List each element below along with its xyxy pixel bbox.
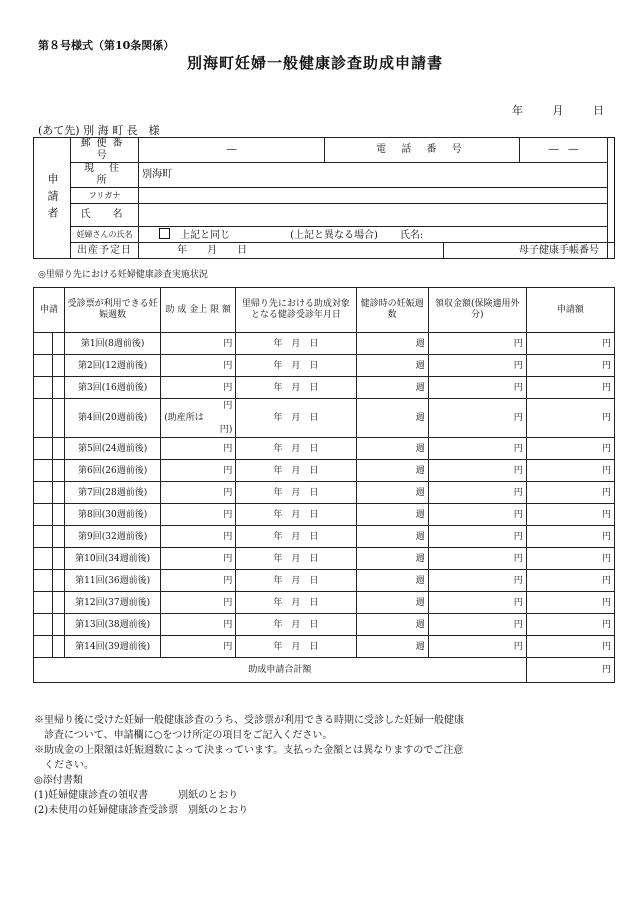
handbook-field[interactable] [608,243,615,259]
exam-table [33,287,615,683]
apply-check-cell[interactable] [53,333,65,355]
ticket-label: 第7回(28週前後) [65,482,161,504]
apply-cell[interactable] [34,592,53,614]
form-number: 第８号様式（第10条関係） [38,39,175,52]
ticket-label: 第1回(8週前後) [65,333,161,355]
week-cell[interactable]: 週 [356,377,428,399]
ticket-label: 第12回(37週前後) [65,592,161,614]
note-line: 診査について、申請欄に○をつけ所定の項目をご記入ください。 [34,730,333,741]
amount-cell[interactable]: 円 [526,548,614,570]
ticket-label: 第3回(16週前後) [65,377,161,399]
week-cell[interactable]: 週 [356,570,428,592]
receipt-cell[interactable]: 円 [428,399,526,438]
handbook-label: 母子健康手帳番号 [444,243,608,259]
total-label: 助成申請合計額 [34,658,527,683]
receipt-cell[interactable]: 円 [428,438,526,460]
amount-cell[interactable]: 円 [526,614,614,636]
exam-row [34,570,615,592]
receipt-cell[interactable]: 円 [428,636,526,658]
week-cell[interactable]: 週 [356,482,428,504]
addressee: (あて先) 別 海 町 長 様 [38,124,160,137]
date-cell[interactable]: 年 月 日 [236,636,356,658]
date-cell[interactable]: 年 月 日 [236,438,356,460]
date-cell[interactable]: 年 月 日 [236,592,356,614]
name-colon-label: 氏名: [399,229,424,241]
amount-cell[interactable]: 円 [526,636,614,658]
apply-check-cell[interactable] [53,614,65,636]
pregnant-name-row [139,227,608,243]
date-cell[interactable]: 年 月 日 [236,399,356,438]
header-week: 健診時の妊娠週数 [356,288,428,333]
note-line: (2)未使用の妊婦健康診査受診票 別紙のとおり [34,805,249,816]
limit-cell: 円 [161,438,236,460]
apply-cell[interactable] [34,570,53,592]
receipt-cell[interactable]: 円 [428,460,526,482]
apply-cell[interactable] [34,377,53,399]
apply-cell[interactable] [34,355,53,377]
note-line: ◎添付書類 [34,775,83,786]
date-cell[interactable]: 年 月 日 [236,526,356,548]
exam-row [34,438,615,460]
apply-check-cell[interactable] [53,460,65,482]
due-date-label: 出産予定日 [71,243,139,259]
phone-label: 電 話 番 号 [324,138,519,163]
amount-cell[interactable]: 円 [526,504,614,526]
exam-section-title: ◎里帰り先における妊婦健康診査実施状況 [38,270,208,280]
apply-cell[interactable] [34,526,53,548]
limit-cell: 円 [161,592,236,614]
amount-cell[interactable]: 円 [526,333,614,355]
date-line[interactable]: 年 月 日 [512,104,604,117]
amount-cell[interactable]: 円 [526,399,614,438]
apply-cell[interactable] [34,438,53,460]
week-cell[interactable]: 週 [356,592,428,614]
furigana-field[interactable] [139,188,608,204]
ticket-label: 第14回(39週前後) [65,636,161,658]
receipt-cell[interactable]: 円 [428,592,526,614]
phone-field[interactable]: ― ― [519,138,607,163]
ticket-label: 第9回(32週前後) [65,526,161,548]
limit-cell: 円 [161,614,236,636]
exam-row [34,548,615,570]
date-cell[interactable]: 年 月 日 [236,504,356,526]
receipt-cell[interactable]: 円 [428,377,526,399]
header-receipt: 領収金額(保険適用外分) [428,288,526,333]
date-cell[interactable]: 年 月 日 [236,355,356,377]
apply-check-cell[interactable] [53,548,65,570]
name-label: 氏 名 [71,204,139,227]
apply-cell[interactable] [34,482,53,504]
exam-row [34,377,615,399]
if-different-label: (上記と異なる場合) [290,229,378,241]
week-cell[interactable]: 週 [356,548,428,570]
week-cell[interactable]: 週 [356,504,428,526]
apply-cell[interactable] [34,399,53,438]
address-field[interactable]: 別海町 [139,163,608,188]
apply-check-cell[interactable] [53,355,65,377]
exam-row [34,592,615,614]
amount-cell[interactable]: 円 [526,377,614,399]
exam-row [34,526,615,548]
exam-row [34,504,615,526]
apply-cell[interactable] [34,504,53,526]
amount-cell[interactable]: 円 [526,482,614,504]
same-as-above-label: 上記と同じ [180,229,231,241]
header-amount: 申請額 [526,288,614,333]
ticket-label: 第8回(30週前後) [65,504,161,526]
ticket-label: 第11回(36週前後) [65,570,161,592]
note-line: ※助成金の上限額は妊娠週数によって決まっています。支払った金額とは異なりますのでご注意 [34,745,464,756]
limit-cell: 円 [161,570,236,592]
receipt-cell[interactable]: 円 [428,482,526,504]
apply-cell[interactable] [34,636,53,658]
date-cell[interactable]: 年 月 日 [236,570,356,592]
pregnant-name-label: 妊婦さんの氏名 [71,227,139,243]
ticket-label: 第2回(12週前後) [65,355,161,377]
ticket-label: 第10回(34週前後) [65,548,161,570]
date-cell[interactable]: 年 月 日 [236,614,356,636]
apply-cell[interactable] [34,333,53,355]
ticket-label: 第4回(20週前後) [65,399,161,438]
receipt-cell[interactable]: 円 [428,333,526,355]
week-cell[interactable]: 週 [356,460,428,482]
date-cell[interactable]: 年 月 日 [236,377,356,399]
amount-cell[interactable]: 円 [526,570,614,592]
apply-check-cell[interactable] [53,377,65,399]
exam-row [34,333,615,355]
page-title: 別海町妊婦一般健康診査助成申請書 [186,54,443,72]
apply-check-cell[interactable] [53,636,65,658]
header-limit: 助 成 金上 限 額 [161,288,236,333]
week-cell[interactable]: 週 [356,333,428,355]
receipt-cell[interactable]: 円 [428,614,526,636]
apply-check-cell[interactable] [53,570,65,592]
postal-field[interactable]: ― [139,138,325,163]
exam-row [34,614,615,636]
limit-cell: 円 [161,460,236,482]
apply-check-cell[interactable] [53,504,65,526]
date-cell[interactable]: 年 月 日 [236,333,356,355]
exam-row [34,636,615,658]
notes [34,713,464,818]
date-cell[interactable]: 年 月 日 [236,482,356,504]
limit-cell: 円 [161,377,236,399]
limit-cell: 円 [161,526,236,548]
apply-cell[interactable] [34,614,53,636]
name-field[interactable] [139,204,608,227]
apply-check-cell[interactable] [53,526,65,548]
apply-check-cell[interactable] [53,482,65,504]
ticket-label: 第6回(26週前後) [65,460,161,482]
ticket-label: 第13回(38週前後) [65,614,161,636]
limit-cell: 円 [161,636,236,658]
same-checkbox[interactable] [159,228,170,239]
midwife-note: (助産所は [164,413,204,423]
limit-cell: 円 [161,333,236,355]
postal-label: 郵便番号 [71,138,139,163]
receipt-cell[interactable]: 円 [428,355,526,377]
week-cell[interactable]: 週 [356,355,428,377]
week-cell[interactable]: 週 [356,614,428,636]
exam-row [34,355,615,377]
week-cell[interactable]: 週 [356,438,428,460]
limit-cell: 円 [161,548,236,570]
note-line: (1)妊婦健康診査の領収書 別紙のとおり [34,790,239,801]
week-cell[interactable]: 週 [356,399,428,438]
apply-check-cell[interactable] [53,399,65,438]
date-cell[interactable]: 年 月 日 [236,460,356,482]
header-apply: 申請 [34,288,65,333]
exam-row [34,399,615,438]
receipt-cell[interactable]: 円 [428,504,526,526]
limit-cell: 円 [161,504,236,526]
week-cell[interactable]: 週 [356,526,428,548]
limit-cell: 円 [161,482,236,504]
receipt-cell[interactable]: 円 [428,570,526,592]
header-ticket: 受診票が利用できる妊娠週数 [65,288,161,333]
ticket-label: 第5回(24週前後) [65,438,161,460]
due-date-field[interactable]: 年 月 日 [139,243,444,259]
week-cell[interactable]: 週 [356,636,428,658]
furigana-label: フリガナ [71,188,139,204]
limit-cell: 円 (助産所は 円) [161,399,236,438]
amount-cell[interactable]: 円 [526,592,614,614]
note-line: ※里帰り後に受けた妊婦一般健康診査のうち、受診票が利用できる時期に受診した妊婦一般健康 [34,715,464,726]
receipt-cell[interactable]: 円 [428,548,526,570]
exam-row [34,460,615,482]
exam-row [34,482,615,504]
amount-cell[interactable]: 円 [526,355,614,377]
amount-cell[interactable]: 円 [526,460,614,482]
header-date: 里帰り先における助成対象となる健診受診年月日 [236,288,356,333]
apply-check-cell[interactable] [53,592,65,614]
amount-cell[interactable]: 円 [526,438,614,460]
note-line: ください。 [34,760,94,771]
applicant-table [33,137,615,259]
date-cell[interactable]: 年 月 日 [236,548,356,570]
applicant-side-label: 申請者 [34,138,71,259]
receipt-cell[interactable]: 円 [428,526,526,548]
apply-cell[interactable] [34,460,53,482]
amount-cell[interactable]: 円 [526,526,614,548]
total-amount[interactable]: 円 [526,658,614,683]
address-label: 現 住 所 [71,163,139,188]
apply-check-cell[interactable] [53,438,65,460]
apply-cell[interactable] [34,548,53,570]
limit-cell: 円 [161,355,236,377]
